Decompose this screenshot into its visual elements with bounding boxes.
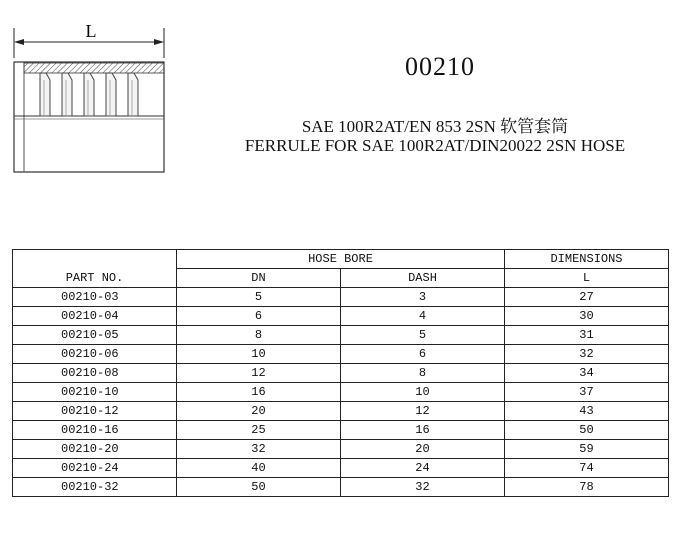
table-row <box>13 421 669 440</box>
cell-part-no: 00210-04 <box>13 307 177 326</box>
cell-length: 50 <box>505 421 669 440</box>
cell-length: 31 <box>505 326 669 345</box>
cell-length: 30 <box>505 307 669 326</box>
cell-dash: 10 <box>341 383 505 402</box>
table-row <box>13 459 669 478</box>
header-part-no: PART NO. <box>13 269 177 288</box>
spec-table <box>12 249 669 497</box>
cell-length: 32 <box>505 345 669 364</box>
table-row <box>13 326 669 345</box>
header-blank-cell <box>13 250 177 269</box>
cell-length: 27 <box>505 288 669 307</box>
subtitle-chinese: SAE 100R2AT/EN 853 2SN 软管套筒 <box>301 117 569 136</box>
ferrule-teeth-shading <box>44 80 132 116</box>
cell-dn: 10 <box>177 345 341 364</box>
table-row <box>13 288 669 307</box>
table-column-header-row <box>13 269 669 288</box>
cell-dash: 4 <box>341 307 505 326</box>
cell-part-no: 00210-32 <box>13 478 177 497</box>
cell-length: 74 <box>505 459 669 478</box>
cell-dn: 5 <box>177 288 341 307</box>
ferrule-section-svg <box>0 0 180 185</box>
cell-part-no: 00210-24 <box>13 459 177 478</box>
cell-length: 59 <box>505 440 669 459</box>
cell-dash: 24 <box>341 459 505 478</box>
ferrule-teeth <box>40 73 138 116</box>
cell-dash: 16 <box>341 421 505 440</box>
table-row <box>13 307 669 326</box>
table-group-header-row <box>13 250 669 269</box>
cell-dash: 8 <box>341 364 505 383</box>
cell-length: 37 <box>505 383 669 402</box>
ferrule-wall-hatch <box>24 63 164 73</box>
cell-dash: 12 <box>341 402 505 421</box>
cell-length: 34 <box>505 364 669 383</box>
header-dash: DASH <box>341 269 505 288</box>
cell-dn: 6 <box>177 307 341 326</box>
cell-dn: 32 <box>177 440 341 459</box>
cell-part-no: 00210-03 <box>13 288 177 307</box>
cell-dn: 12 <box>177 364 341 383</box>
dim-label: L <box>85 21 97 41</box>
cell-length: 78 <box>505 478 669 497</box>
header-hose-bore: HOSE BORE <box>177 250 505 269</box>
table-row <box>13 345 669 364</box>
table-row <box>13 478 669 497</box>
cell-dash: 20 <box>341 440 505 459</box>
cell-dn: 16 <box>177 383 341 402</box>
cell-part-no: 00210-10 <box>13 383 177 402</box>
cell-length: 43 <box>505 402 669 421</box>
cell-part-no: 00210-20 <box>13 440 177 459</box>
table-row <box>13 383 669 402</box>
subtitle-english: FERRULE FOR SAE 100R2AT/DIN20022 2SN HOSE <box>244 136 626 155</box>
product-code: 00210 <box>405 52 475 81</box>
cell-part-no: 00210-16 <box>13 421 177 440</box>
cell-dash: 32 <box>341 478 505 497</box>
table-row <box>13 402 669 421</box>
header-l: L <box>505 269 669 288</box>
header-dn: DN <box>177 269 341 288</box>
header-dimensions: DIMENSIONS <box>505 250 669 269</box>
cell-dn: 40 <box>177 459 341 478</box>
cell-dn: 25 <box>177 421 341 440</box>
cell-part-no: 00210-12 <box>13 402 177 421</box>
ferrule-drawing <box>0 0 180 185</box>
cell-dash: 6 <box>341 345 505 364</box>
dim-arrow-left <box>14 39 24 45</box>
cell-dash: 5 <box>341 326 505 345</box>
cell-dn: 20 <box>177 402 341 421</box>
dim-arrow-right <box>154 39 164 45</box>
table-row <box>13 364 669 383</box>
cell-dash: 3 <box>341 288 505 307</box>
table-row <box>13 440 669 459</box>
cell-part-no: 00210-05 <box>13 326 177 345</box>
cell-dn: 50 <box>177 478 341 497</box>
cell-part-no: 00210-06 <box>13 345 177 364</box>
cell-dn: 8 <box>177 326 341 345</box>
cell-part-no: 00210-08 <box>13 364 177 383</box>
